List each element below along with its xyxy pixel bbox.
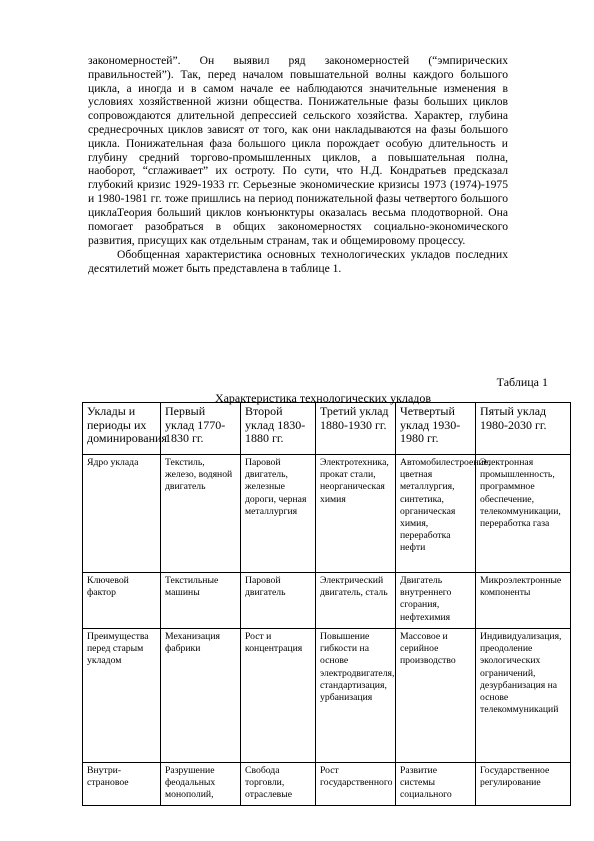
table-row <box>83 763 571 806</box>
header-cell: Первый уклад 1770-1830 гг. <box>161 403 241 455</box>
table-cell: Разрушение феодальных монополий, <box>161 763 241 806</box>
header-cell: Второй уклад 1830-1880 гг. <box>241 403 316 455</box>
table-row <box>83 455 571 573</box>
paragraph-1: закономерностей”. Он выявил ряд закономерностей (“эмпирических правильностей”). Так, перед началом повышательной волны каждого большого цикла, а иногда и в самом начале ее наблюдаются значительные изменения в условиях хозяйственной жизни общества. Понижательные фазы больших циклов сопровождаются длительной депрессией сельского хозяйства. Характер, глубина среднесрочных циклов зависят от того, как они накладываются на фазы большого цикла. Понижательная фаза большого цикла порождает особую длительность и глубину средний торгово-промышленных циклов, а повышательная полна, наоборот, “сглаживает” их остроту. По сути, что Н.Д. Кондратьев предсказал глубокий кризис 1929-1933 гг. Серьезные экономические кризисы 1973 (1974)-1975 и 1980-1981 гг. тоже пришлись на период понижательной фазы четвертого большого цикла. <box>88 54 508 219</box>
table-cell: Свобода торговли, отраслевые <box>241 763 316 806</box>
table-row <box>83 573 571 629</box>
header-cell: Пятый уклад 1980-2030 гг. <box>476 403 571 455</box>
table-cell: Повышение гибкости на основе электродвигателя, стандартизация, урбанизация <box>316 629 396 763</box>
table-cell: Текстиль, железо, водяной двигатель <box>161 455 241 573</box>
paragraph-2: Теория больший циклов конъюнктуры оказалась весьма плодотворной. Она помогает разобраться в общих закономерностях социально-экономического развития, присущих как отдельным странам, так и общемировому процессу. <box>88 206 508 247</box>
table-cell: Рост государственного <box>316 763 396 806</box>
table-cell: Электрический двигатель, сталь <box>316 573 396 629</box>
table-cell: Массовое и серийное производство <box>396 629 476 763</box>
table-cell: Паровой двигатель <box>241 573 316 629</box>
technology-table <box>82 402 571 806</box>
table-cell: Преимущества перед старым укладом <box>83 629 161 763</box>
table-cell: Текстильные машины <box>161 573 241 629</box>
table-cell: Двигатель внутреннего сгорания, нефтехимия <box>396 573 476 629</box>
header-cell: Уклады и периоды их доминирования <box>83 403 161 455</box>
paragraph-3: Обобщенная характеристика основных технологических укладов последних десятилетий может быть представлена в таблице 1. <box>88 248 508 275</box>
table-cell: Развитие системы социального <box>396 763 476 806</box>
table-cell: Рост и концентрация <box>241 629 316 763</box>
table-cell: Микроэлектронные компоненты <box>476 573 571 629</box>
table-header-row <box>83 403 571 455</box>
table-number: Таблица 1 <box>496 375 548 389</box>
table-cell: Электротехника, прокат стали, неорганическая химия <box>316 455 396 573</box>
header-cell: Третий уклад 1880-1930 гг. <box>316 403 396 455</box>
table-cell: Автомобилестроение, цветная металлургия, синтетика, органическая химия, переработка нефти <box>396 455 476 573</box>
table-row <box>83 629 571 763</box>
table-cell: Ключевой фактор <box>83 573 161 629</box>
table-cell: Индивидуализация, преодоление экологических ограничений, дезурбанизация на основе телекоммуникаций <box>476 629 571 763</box>
table-cell: Внутри-страновое <box>83 763 161 806</box>
table-title: Характеристика технологических укладов <box>214 391 432 405</box>
table-cell: Ядро уклада <box>83 455 161 573</box>
table-cell: Паровой двигатель, железные дороги, черная металлургия <box>241 455 316 573</box>
header-cell: Четвертый уклад 1930-1980 гг. <box>396 403 476 455</box>
table-cell: Механизация фабрики <box>161 629 241 763</box>
table-cell: Электронная промышленность, программное обеспечение, телекоммуникации, переработка газа <box>476 455 571 573</box>
table-cell: Государственное регулирование <box>476 763 571 806</box>
